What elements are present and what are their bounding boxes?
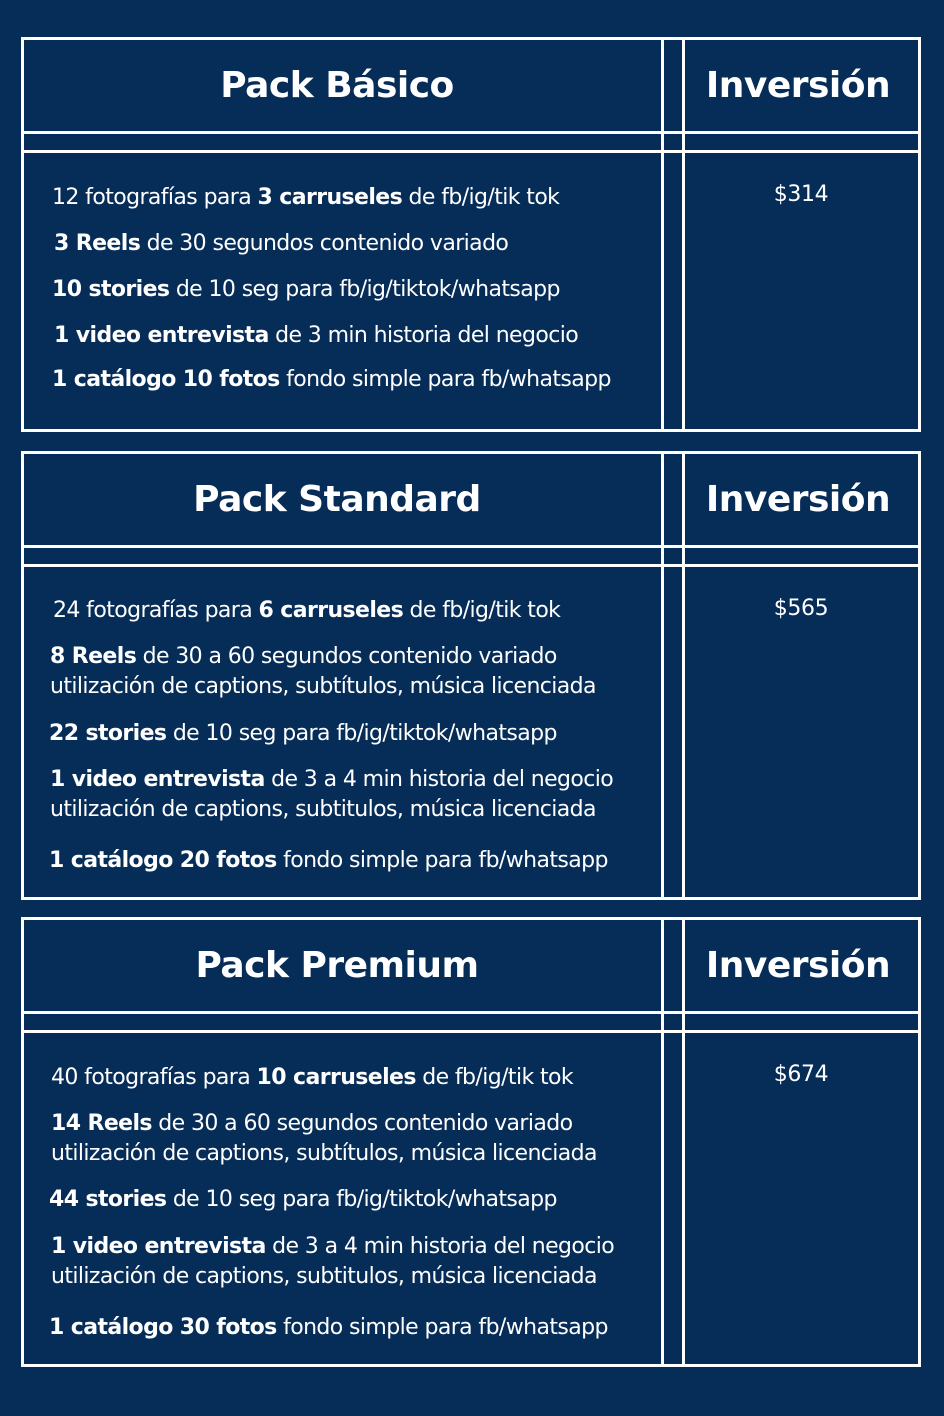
feature-item [52, 183, 559, 213]
feature-highlight: 8 Reels [50, 644, 137, 669]
feature-item [54, 321, 578, 351]
feature-text: 40 fotografías para [51, 1065, 257, 1090]
feature-line [52, 183, 559, 213]
pack-title: Pack Básico [220, 65, 454, 106]
feature-text: de 3 a 4 min historia del negocio [265, 1234, 615, 1259]
feature-item [50, 765, 613, 825]
feature-line [50, 795, 613, 825]
feature-text: de fb/ig/tik tok [415, 1065, 574, 1090]
feature-text: de 3 min historia del negocio [268, 323, 579, 348]
feature-highlight: 10 carruseles [256, 1065, 416, 1090]
feature-item [52, 275, 560, 305]
feature-highlight: 44 stories [49, 1187, 167, 1212]
feature-line [51, 1109, 597, 1139]
feature-item [49, 1313, 608, 1343]
feature-text: de 30 a 60 segundos contenido variado [136, 644, 557, 669]
feature-line [51, 1262, 614, 1292]
feature-text: utilización de captions, subtítulos, música licenciada [51, 1141, 597, 1166]
feature-item [51, 1063, 573, 1093]
feature-item [49, 846, 608, 876]
feature-text: de 10 seg para fb/ig/tiktok/whatsapp [169, 277, 560, 302]
feature-text: de 10 seg para fb/ig/tiktok/whatsapp [166, 721, 557, 746]
feature-item [54, 229, 508, 259]
feature-highlight: 1 catálogo 10 fotos [52, 367, 280, 392]
feature-highlight: 6 carruseles [258, 598, 404, 623]
investment-header: Inversión [705, 479, 891, 520]
feature-item [51, 1232, 614, 1292]
feature-text: 24 fotografías para [53, 598, 259, 623]
feature-text: 12 fotografías para [52, 185, 258, 210]
feature-line [49, 846, 608, 876]
feature-item [49, 719, 557, 749]
feature-line [50, 765, 613, 795]
feature-highlight: 1 catálogo 20 fotos [49, 848, 277, 873]
pack-title: Pack Standard [193, 479, 481, 520]
feature-text: fondo simple para fb/whatsapp [276, 1315, 608, 1340]
pack-price: $674 [773, 1062, 829, 1087]
feature-highlight: 3 Reels [54, 231, 141, 256]
feature-line [53, 596, 560, 626]
feature-line [51, 1063, 573, 1093]
feature-highlight: 1 video entrevista [50, 767, 265, 792]
feature-highlight: 10 stories [52, 277, 170, 302]
feature-text: fondo simple para fb/whatsapp [279, 367, 611, 392]
pack-title: Pack Premium [195, 945, 479, 986]
feature-text: de fb/ig/tik tok [402, 185, 560, 210]
feature-text: de 10 seg para fb/ig/tiktok/whatsapp [166, 1187, 557, 1212]
feature-highlight: 22 stories [49, 721, 167, 746]
feature-text: utilización de captions, subtitulos, música licenciada [50, 797, 596, 822]
feature-text: de 3 a 4 min historia del negocio [264, 767, 614, 792]
feature-highlight: 14 Reels [51, 1111, 152, 1136]
feature-item [51, 1109, 597, 1169]
feature-highlight: 3 carruseles [257, 185, 403, 210]
pack-premium [21, 917, 921, 1367]
feature-line [52, 365, 611, 395]
feature-line [49, 719, 557, 749]
feature-text: utilización de captions, subtítulos, música licenciada [50, 674, 596, 699]
feature-text: de 30 segundos contenido variado [140, 231, 509, 256]
investment-header: Inversión [705, 945, 891, 986]
feature-text: fondo simple para fb/whatsapp [276, 848, 608, 873]
feature-line [54, 229, 508, 259]
pack-basico [21, 37, 921, 432]
feature-item [53, 596, 560, 626]
feature-text: de 30 a 60 segundos contenido variado [151, 1111, 573, 1136]
investment-header: Inversión [705, 65, 891, 106]
feature-line [49, 1185, 557, 1215]
pack-price: $565 [773, 596, 829, 621]
feature-text: utilización de captions, subtitulos, música licenciada [51, 1264, 597, 1289]
feature-line [50, 672, 596, 702]
feature-item [52, 365, 611, 395]
feature-line [51, 1139, 597, 1169]
feature-line [51, 1232, 614, 1262]
pack-price: $314 [773, 182, 829, 207]
feature-text: de fb/ig/tik tok [403, 598, 561, 623]
feature-line [52, 275, 560, 305]
feature-highlight: 1 video entrevista [51, 1234, 266, 1259]
feature-item [50, 642, 596, 702]
feature-item [49, 1185, 557, 1215]
feature-line [50, 642, 596, 672]
feature-highlight: 1 video entrevista [54, 323, 269, 348]
feature-highlight: 1 catálogo 30 fotos [49, 1315, 277, 1340]
pack-standard [21, 451, 921, 900]
feature-line [54, 321, 578, 351]
feature-line [49, 1313, 608, 1343]
